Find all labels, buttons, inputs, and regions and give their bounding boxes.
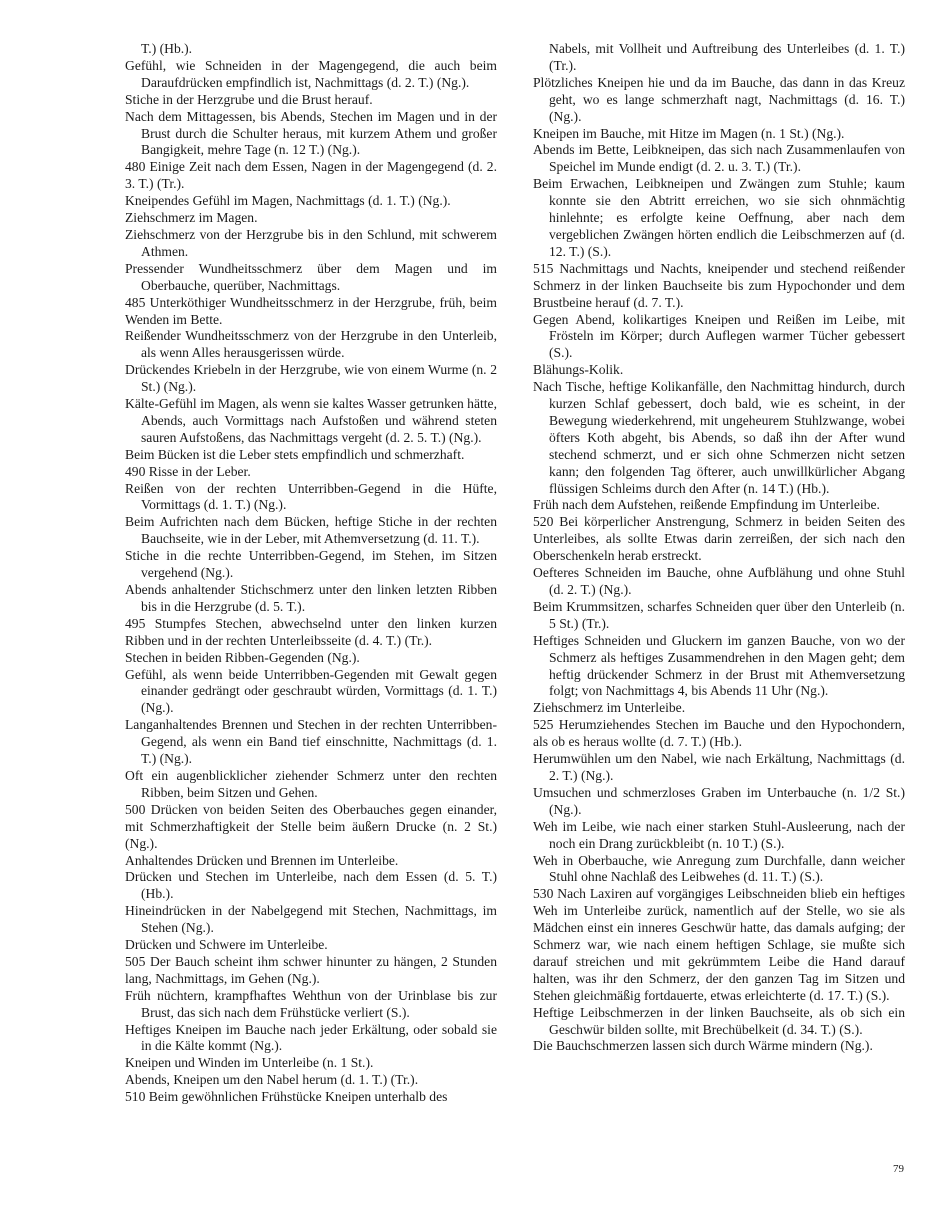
symptom-entry: Ziehschmerz im Magen. (125, 210, 258, 226)
symptom-entry: Anhaltendes Drücken und Brennen im Unterleibe. (125, 852, 399, 868)
symptom-entry: Gefühl, als wenn beide Unterribben-Gegenden mit Gewalt gegen einander gedrängt oder geschraubt würden, Vormittags (d. 1. T.) (Ng.). (125, 666, 497, 716)
symptom-entry: Weh in Oberbauche, wie Anregung zum Durchfalle, dann weicher Stuhl ohne Nachlaß des Leibwehes (d. 11. T.) (S.). (533, 852, 905, 885)
symptom-entry: 525 Herumziehendes Stechen im Bauche und den Hypochondern, als ob es heraus wollte (d. 7. T.) (Hb.). (533, 717, 905, 750)
symptom-entry: 515 Nachmittags und Nachts, kneipender und stechend reißender Schmerz in der linken Bauchseite bis zum Hypochonder und dem Brustbeine herauf (d. 7. T.). (533, 260, 905, 310)
symptom-entry: Reißen von der rechten Unterribben-Gegend in die Hüfte, Vormittags (d. 1. T.) (Ng.). (125, 480, 497, 513)
symptom-entry: Stechen in beiden Ribben-Gegenden (Ng.). (125, 649, 360, 665)
symptom-entry: Reißender Wundheitsschmerz von der Herzgrube in den Unterleib, als wenn Alles herausgerissen würde. (125, 328, 497, 361)
symptom-entry: Drückendes Kriebeln in der Herzgrube, wie von einem Wurme (n. 2 St.) (Ng.). (125, 362, 497, 395)
symptom-entry: 480 Einige Zeit nach dem Essen, Nagen in der Magengegend (d. 2. 3. T.) (Tr.). (125, 159, 497, 192)
symptom-entry: Früh nüchtern, krampfhaftes Wehthun von der Urinblase bis zur Brust, das sich nach dem Frühstücke verliert (S.). (125, 987, 497, 1020)
right-column (517, 41, 905, 1055)
symptom-entry: 490 Risse in der Leber. (125, 463, 251, 479)
symptom-entry: Herumwühlen um den Nabel, wie nach Erkältung, Nachmittags (d. 2. T.) (Ng.). (533, 751, 905, 783)
symptom-entry: Gefühl, wie Schneiden in der Magengegend, die auch beim Daraufdrücken empfindlich ist, Nachmittags (d. 2. T.) (Ng.). (125, 57, 497, 90)
symptom-entry: Kneipen und Winden im Unterleibe (n. 1 St.). (125, 1055, 374, 1071)
symptom-entry: Oft ein augenblicklicher ziehender Schmerz unter den rechten Ribben, beim Sitzen und Gehen. (125, 767, 497, 800)
symptom-entry: Heftiges Schneiden und Gluckern im ganzen Bauche, von wo der Schmerz als heftiges Zusammendrehen in den Magen geht; dem heftig drückender Schmerz in der Brust mit Athemversetzung folgt; von Nachmittags 4, bis Abends 11 Uhr (Ng.). (533, 632, 905, 699)
symptom-entry: T.) (Hb.). (141, 41, 193, 56)
symptom-entry: Kneipendes Gefühl im Magen, Nachmittags (d. 1. T.) (Ng.). (125, 193, 451, 209)
symptom-entry: 505 Der Bauch scheint ihm schwer hinunter zu hängen, 2 Stunden lang, Nachmittags, im Gehen (Ng.). (125, 953, 497, 986)
symptom-entry: Abends im Bette, Leibkneipen, das sich nach Zusammenlaufen von Speichel im Munde endigt (d. 2. u. 3. T.) (Tr.). (533, 142, 905, 175)
symptom-entry: 485 Unterköthiger Wundheitsschmerz in der Herzgrube, früh, beim Wenden im Bette. (125, 294, 497, 327)
page-number: 79 (893, 1163, 904, 1175)
symptom-entry: Oefteres Schneiden im Bauche, ohne Aufblähung und ohne Stuhl (d. 2. T.) (Ng.). (533, 565, 905, 597)
symptom-entry: Drücken und Schwere im Unterleibe. (125, 937, 328, 953)
symptom-entry: Nach Tische, heftige Kolikanfälle, den Nachmittag hindurch, durch kurzen Schlaf gebessert, doch bald, wie es scheint, in der Bewegung wiederkehrend, mit ungeheurem Stuhlzwange, wobei öfters Koth abgeht, bis Abends, so daß ihn der After wund stechend schmerzt, und er sich ohne Schmerzen nicht setzen kann; den folgenden Tag öfterer, auch unwillkürlicher Abgang flüssigen Schleims durch den After (n. 14 T.) (Hb.). (533, 379, 905, 496)
symptom-entry: Beim Erwachen, Leibkneipen und Zwängen zum Stuhle; kaum konnte sie den Abtritt erreichen, wo sie sich ohnmächtig hinlehnte; es erfolgte keine Oeffnung, aber nach dem vergeblichen Zwängen hörten endlich die Leibschmerzen auf (d. 12. T.) (S.). (533, 176, 905, 259)
symptom-entry: 510 Beim gewöhnlichen Frühstücke Kneipen unterhalb des (125, 1089, 448, 1105)
symptom-entry: Weh im Leibe, wie nach einer starken Stuhl-Ausleerung, nach der noch ein Drang zurückbleibt (n. 10 T.) (S.). (533, 818, 905, 851)
symptom-entry: Nabels, mit Vollheit und Auftreibung des Unterleibes (d. 1. T.) (Tr.). (549, 41, 905, 73)
symptom-entry: Abends, Kneipen um den Nabel herum (d. 1. T.) (Tr.). (125, 1072, 419, 1088)
symptom-entry: Umsuchen und schmerzloses Graben im Unterbauche (n. 1/2 St.) (Ng.). (533, 784, 905, 817)
symptom-entry: Stiche in die rechte Unterribben-Gegend, im Stehen, im Sitzen vergehend (Ng.). (125, 548, 497, 581)
symptom-entry: Pressender Wundheitsschmerz über dem Magen und im Oberbauche, querüber, Nachmittags. (125, 260, 497, 293)
symptom-entry: 495 Stumpfes Stechen, abwechselnd unter den linken kurzen Ribben und in der rechten Unterleibsseite (d. 4. T.) (Tr.). (125, 615, 497, 648)
symptom-entry: Beim Bücken ist die Leber stets empfindlich und schmerzhaft. (125, 446, 465, 462)
symptom-entry: 520 Bei körperlicher Anstrengung, Schmerz in beiden Seiten des Unterleibes, als sollte Etwas darin zerreißen, der sich nach den Oberschenkeln herab erstreckt. (533, 514, 905, 564)
symptom-entry: Beim Krummsitzen, scharfes Schneiden quer über den Unterleib (n. 5 St.) (Tr.). (533, 598, 905, 631)
symptom-entry: Nach dem Mittagessen, bis Abends, Stechen im Magen und in der Brust durch die Schulter heraus, mit kurzem Athem und großer Bangigkeit, mehre Tage (n. 12 T.) (Ng.). (125, 108, 497, 158)
left-column (109, 41, 497, 1106)
symptom-entry: 530 Nach Laxiren auf vorgängiges Leibschneiden blieb ein heftiges Weh im Unterleibe zurück, namentlich auf der Stelle, wo sie als Mädchen einst ein inneres Geschwür hatte, das damals aufging; der Schmerz war, wie nach einem heftigen Schlage, sie mußte sich darauf streichen und mit gekrümmtem Leibe die Hand darauf halten, was ihr den Schmerz, der den ganzen Tag im Sitzen und Stehen gleichmäßig fortdauerte, etwas erleichterte (d. 17. T.) (S.). (533, 886, 905, 1003)
symptom-entry: Langanhaltendes Brennen und Stechen in der rechten Unterribben-Gegend, als wenn ein Band tief einschnitte, Nachmittags (d. 1. T.) (Ng.). (125, 717, 497, 767)
symptom-entry: Blähungs-Kolik. (533, 362, 624, 378)
symptom-entry: Die Bauchschmerzen lassen sich durch Wärme mindern (Ng.). (533, 1038, 873, 1054)
symptom-entry: Abends anhaltender Stichschmerz unter den linken letzten Ribben bis in die Herzgrube (d. 5. T.). (125, 582, 497, 614)
symptom-entry: Kneipen im Bauche, mit Hitze im Magen (n. 1 St.) (Ng.). (533, 125, 845, 141)
symptom-entry: Beim Aufrichten nach dem Bücken, heftige Stiche in der rechten Bauchseite, wie in der Leber, mit Athemversetzung (d. 11. T.). (125, 514, 497, 547)
symptom-entry: Heftige Leibschmerzen in der linken Bauchseite, als ob sich ein Geschwür bilden sollte, mit Brechübelkeit (d. 34. T.) (S.). (533, 1004, 905, 1037)
symptom-entry: Hineindrücken in der Nabelgegend mit Stechen, Nachmittags, im Stehen (Ng.). (125, 903, 497, 936)
symptom-entry: Stiche in der Herzgrube und die Brust herauf. (125, 91, 373, 107)
symptom-entry: Plötzliches Kneipen hie und da im Bauche, das dann in das Kreuz geht, wo es lange schmerzhaft nagt, Nachmittags (d. 16. T.) (Ng.). (533, 74, 905, 124)
symptom-entry: Ziehschmerz im Unterleibe. (533, 700, 686, 716)
symptom-entry: Heftiges Kneipen im Bauche nach jeder Erkältung, oder sobald sie in die Kälte kommt (Ng.). (125, 1021, 497, 1054)
symptom-entry: Drücken und Stechen im Unterleibe, nach dem Essen (d. 5. T.) (Hb.). (125, 869, 497, 902)
symptom-entry: Früh nach dem Aufstehen, reißende Empfindung im Unterleibe. (533, 497, 880, 513)
symptom-entry: Gegen Abend, kolikartiges Kneipen und Reißen im Leibe, mit Frösteln im Körper; durch Auflegen warmer Tücher gebessert (S.). (533, 311, 905, 361)
symptom-entry: Kälte-Gefühl im Magen, als wenn sie kaltes Wasser getrunken hätte, Abends, auch Vormittags nach Aufstoßen und während steten sauren Aufstoßens, das Nachmittags vergeht (d. 2. 5. T.) (Ng.). (125, 396, 497, 445)
symptom-entry: Ziehschmerz von der Herzgrube bis in den Schlund, mit schwerem Athmen. (125, 226, 497, 259)
symptom-entry: 500 Drücken von beiden Seiten des Oberbauches gegen einander, mit Schmerzhaftigkeit der Stelle beim äußern Drucke (n. 2 St.) (Ng.). (125, 801, 497, 851)
